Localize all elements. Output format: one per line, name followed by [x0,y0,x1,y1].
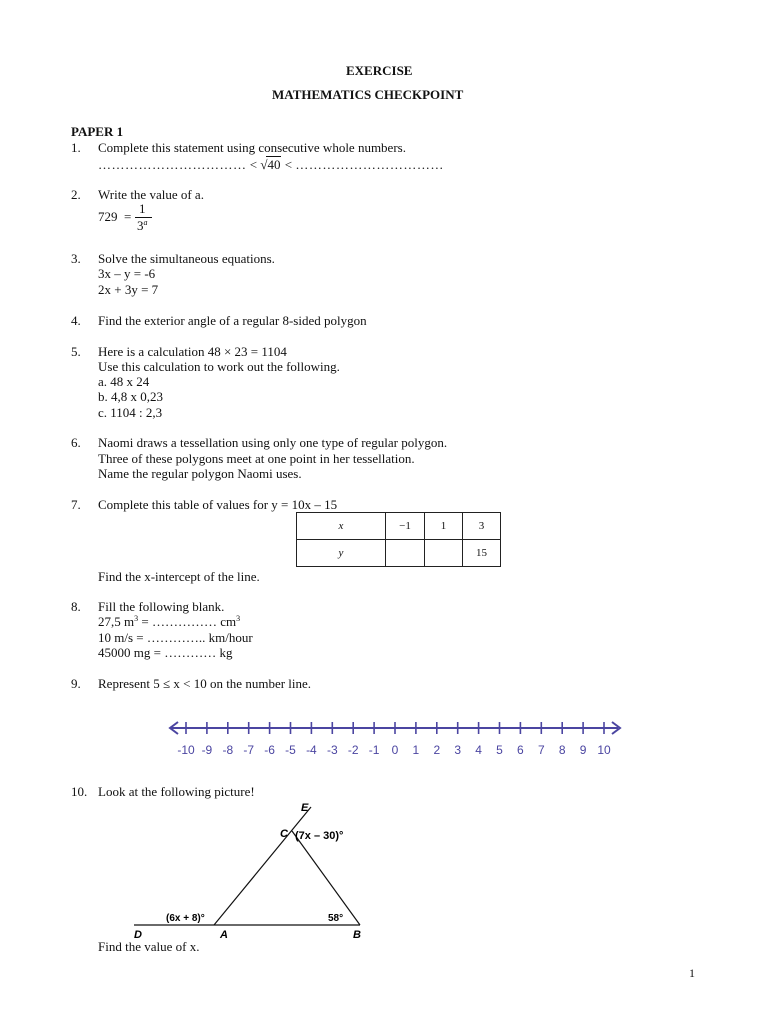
q4-text: Find the exterior angle of a regular 8-sided polygon [98,313,367,328]
q1-statement [98,156,444,172]
tick-label: 10 [597,743,611,757]
tick-label: -1 [368,743,380,757]
q8-line-1: 27,5 $m^3$ = …………… $cm^3$ [98,614,241,629]
tick-label: -6 [264,743,275,757]
table-cell [425,540,463,567]
tick-label: 5 [496,743,503,757]
q2-text: Write the value of a. [98,187,204,202]
q6-number: 6. [71,435,81,450]
q7-followup: Find the x-intercept of the line. [98,569,260,584]
q8-text: Fill the following blank. [98,599,225,614]
tick-label: 7 [537,743,545,757]
tick-label: 2 [433,743,441,757]
tick-label: 0 [391,743,399,757]
table-cell: −1 [386,513,425,540]
q3-text: Solve the simultaneous equations. [98,251,275,266]
q5-text: Here is a calculation 48 × 23 = 1104 [98,344,287,359]
q5-part-a: a. 48 x 24 [98,374,150,389]
label-angle-a: (6x + 8)° [166,913,205,924]
q5-text-2: Use this calculation to work out the following. [98,359,340,374]
q8-line-2: 10 m/s = ………….. km/hour [98,630,253,645]
page-number: 1 [689,966,695,980]
exercise-title: EXERCISE [346,63,413,78]
q2-equals: = [124,209,132,224]
q5-part-b: b. 4,8 x 0,23 [98,389,163,404]
table-cell: 1 [425,513,463,540]
q1-less-than-2: < [284,157,293,172]
q7-text: Complete this table of values for y = 10x – 15 [98,497,338,512]
line-ae [214,807,311,925]
tick-label: -8 [222,743,234,757]
q1-less-than-1: < [249,157,258,172]
tick-label: 6 [517,743,524,757]
q9-number: 9. [71,676,81,691]
table-cell: 15 [463,540,501,567]
label-angle-b: 58° [328,913,344,924]
label-b: B [353,929,361,941]
q6-line-1: Naomi draws a tessellation using only one type of regular polygon. [98,435,448,450]
tick-label: -2 [347,743,359,757]
q1-number: 1. [71,140,81,155]
q2-denominator: 3$^a$ [137,218,148,233]
tick-label: -4 [306,743,317,757]
q8-number: 8. [71,599,81,614]
tick-label: -5 [285,743,296,757]
tick-label: -10 [177,743,195,757]
label-e: E [301,802,309,814]
table-row-x [297,513,501,540]
table-cell [386,540,425,567]
q1-text: Complete this statement using consecutive whole numbers. [98,140,406,155]
tick-label: 3 [454,743,462,757]
q6-line-2: Three of these polygons meet at one point in her tessellation. [98,451,415,466]
values-table [296,512,501,567]
label-d: D [134,929,142,941]
q1-blank-left: …………………………… [98,157,247,172]
tick-label: 1 [412,743,420,757]
tick-label: -9 [201,743,213,757]
q1-blank-right: …………………………… [295,157,444,172]
q1-radicand: 40 [267,157,281,172]
q5-number: 5. [71,344,81,359]
table-cell: x [297,513,386,540]
q2-number: 2. [71,187,81,202]
q3-equation-1: 3x – y = -6 [98,266,156,281]
q3-equation-2: 2x + 3y = 7 [98,282,159,297]
tick-label: 8 [558,743,566,757]
paper-heading: PAPER 1 [71,124,124,139]
label-a: A [220,929,228,941]
table-cell: y [297,540,386,567]
line-cb [292,831,360,925]
tick-label: 9 [579,743,587,757]
q10-text: Look at the following picture! [98,784,255,799]
label-c: C [280,828,288,840]
tick-label: -3 [326,743,338,757]
q10-number: 10. [71,784,88,799]
q4-number: 4. [71,313,81,328]
table-row-y [297,540,501,567]
exercise-subtitle: MATHEMATICS CHECKPOINT [272,87,464,102]
q9-text: Represent 5 ≤ x < 10 on the number line. [98,676,312,691]
number-line [160,715,630,767]
q7-number: 7. [71,497,81,512]
q8-line-3: 45000 mg = ………… kg [98,645,233,660]
q3-number: 3. [71,251,81,266]
sqrt-symbol: √ [260,157,268,172]
triangle-figure [120,797,400,942]
q5-part-c: c. 1104 : 2,3 [98,405,163,420]
q6-line-3: Name the regular polygon Naomi uses. [98,466,302,481]
q10-followup: Find the value of x. [98,939,200,954]
label-angle-c: (7x – 30)° [295,830,344,842]
q2-lhs: 729 [98,209,118,224]
q2-numerator: 1 [139,201,146,216]
tick-label: -7 [243,743,255,757]
table-cell: 3 [463,513,501,540]
tick-label: 4 [475,743,482,757]
